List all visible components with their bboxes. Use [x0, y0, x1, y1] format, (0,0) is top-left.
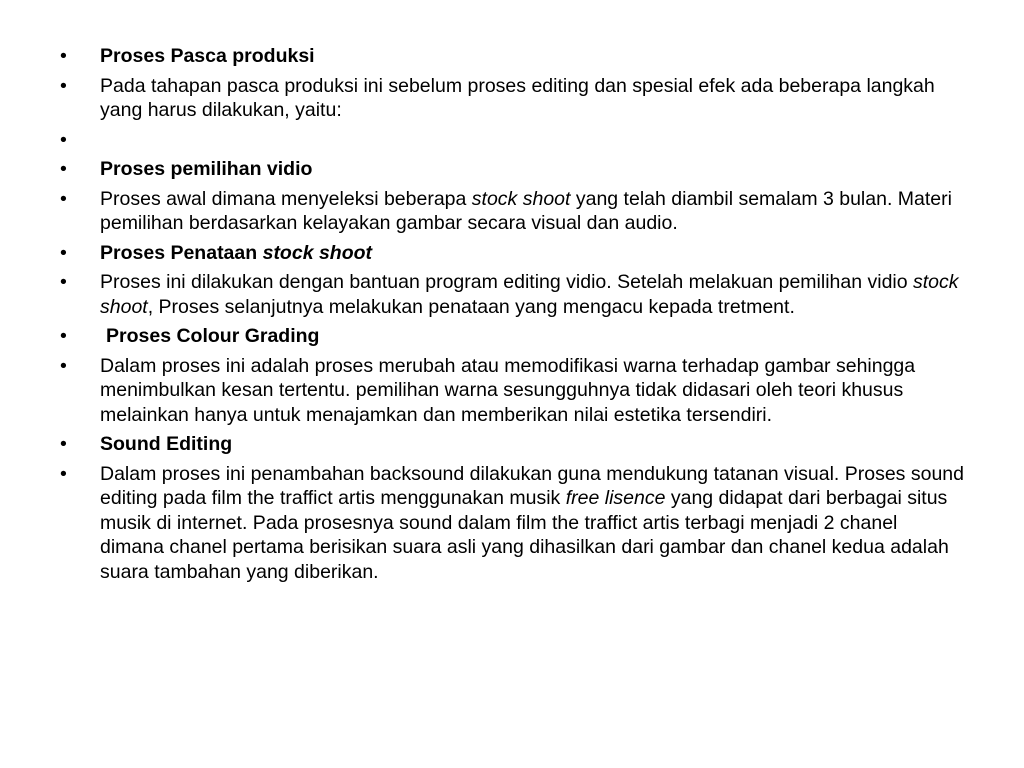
bullet-marker: •: [60, 128, 67, 151]
heading-text: Sound Editing: [100, 433, 233, 455]
bullet-marker: •: [60, 187, 67, 210]
bullet-item-colour-grading-desc: [60, 354, 965, 428]
bullet-item-heading-pemilihan-vidio: [60, 157, 965, 182]
bullet-marker: •: [60, 241, 67, 264]
heading-text-pre: Proses Penataan: [100, 241, 263, 264]
bullet-marker: •: [60, 271, 67, 293]
bullet-marker: •: [60, 433, 67, 455]
bullet-marker: •: [60, 74, 67, 97]
bullet-marker: •: [60, 325, 67, 347]
bullet-marker: •: [60, 354, 67, 377]
paragraph-text-post: yang telah diambil semalam 3 bulan. Materi pemilihan berdasarkan kelayakan gambar secara visual dan audio.: [100, 187, 952, 234]
heading-text-emphasis: stock shoot: [262, 241, 373, 264]
paragraph-text-pre: Proses ini dilakukan dengan bantuan program editing vidio. Setelah melakuan pemilihan vidio: [100, 271, 914, 293]
heading-text: Proses Pasca produksi: [100, 45, 315, 67]
bullet-item-pemilihan-desc: [60, 187, 965, 236]
paragraph-text: Dalam proses ini adalah proses merubah atau memodifikasi warna terhadap gambar sehingga menimbulkan kesan tertentu. pemilihan warna sesungguhnya tidak didasari oleh teori khusus melainkan hanya untuk menajamkan dan memberikan nilai estetika tersendiri.: [100, 354, 916, 426]
paragraph-text-post: yang didapat dari berbagai situs musik di internet. Pada prosesnya sound dalam film the traffict artis terbagi menjadi 2 chanel dimana chanel pertama berisikan suara asli yang dihasilkan dari gambar dan chanel kedua adalah suara tambahan yang diberikan.: [100, 487, 949, 583]
bullet-item-sound-editing-desc: [60, 462, 965, 585]
paragraph-text-pre: Dalam proses ini penambahan backsound dilakukan guna mendukung tatanan visual. Proses sound editing pada film the traffict artis menggunakan musik: [100, 462, 964, 509]
paragraph-text-pre: Proses awal dimana menyeleksi beberapa: [100, 187, 472, 210]
bullet-item-penataan-desc: [60, 270, 965, 319]
bullet-item-heading-penataan: [60, 241, 965, 266]
paragraph-text-emphasis: stock shoot: [471, 187, 571, 210]
heading-text: Proses pemilihan vidio: [100, 158, 313, 180]
paragraph-text-emphasis: free lisence: [565, 487, 666, 509]
bullet-marker: •: [60, 462, 67, 485]
bullet-marker: •: [60, 45, 67, 67]
bullet-list: [60, 44, 965, 589]
bullet-item-heading-sound-editing: [60, 432, 965, 457]
paragraph-text-post: , Proses selanjutnya melakukan penataan yang mengacu kepada tretment.: [147, 295, 795, 318]
paragraph-text: Pada tahapan pasca produksi ini sebelum proses editing dan spesial efek ada beberapa langkah yang harus dilakukan, yaitu:: [100, 74, 935, 121]
bullet-item-heading-colour-grading: [60, 324, 965, 349]
bullet-item-heading-pasca-produksi: [60, 44, 965, 69]
bullet-marker: •: [60, 158, 67, 180]
heading-text: Proses Colour Grading: [106, 325, 320, 347]
paragraph-text-emphasis: stock shoot: [100, 271, 959, 318]
bullet-item-intro: [60, 74, 965, 123]
bullet-item-empty: [60, 128, 965, 153]
